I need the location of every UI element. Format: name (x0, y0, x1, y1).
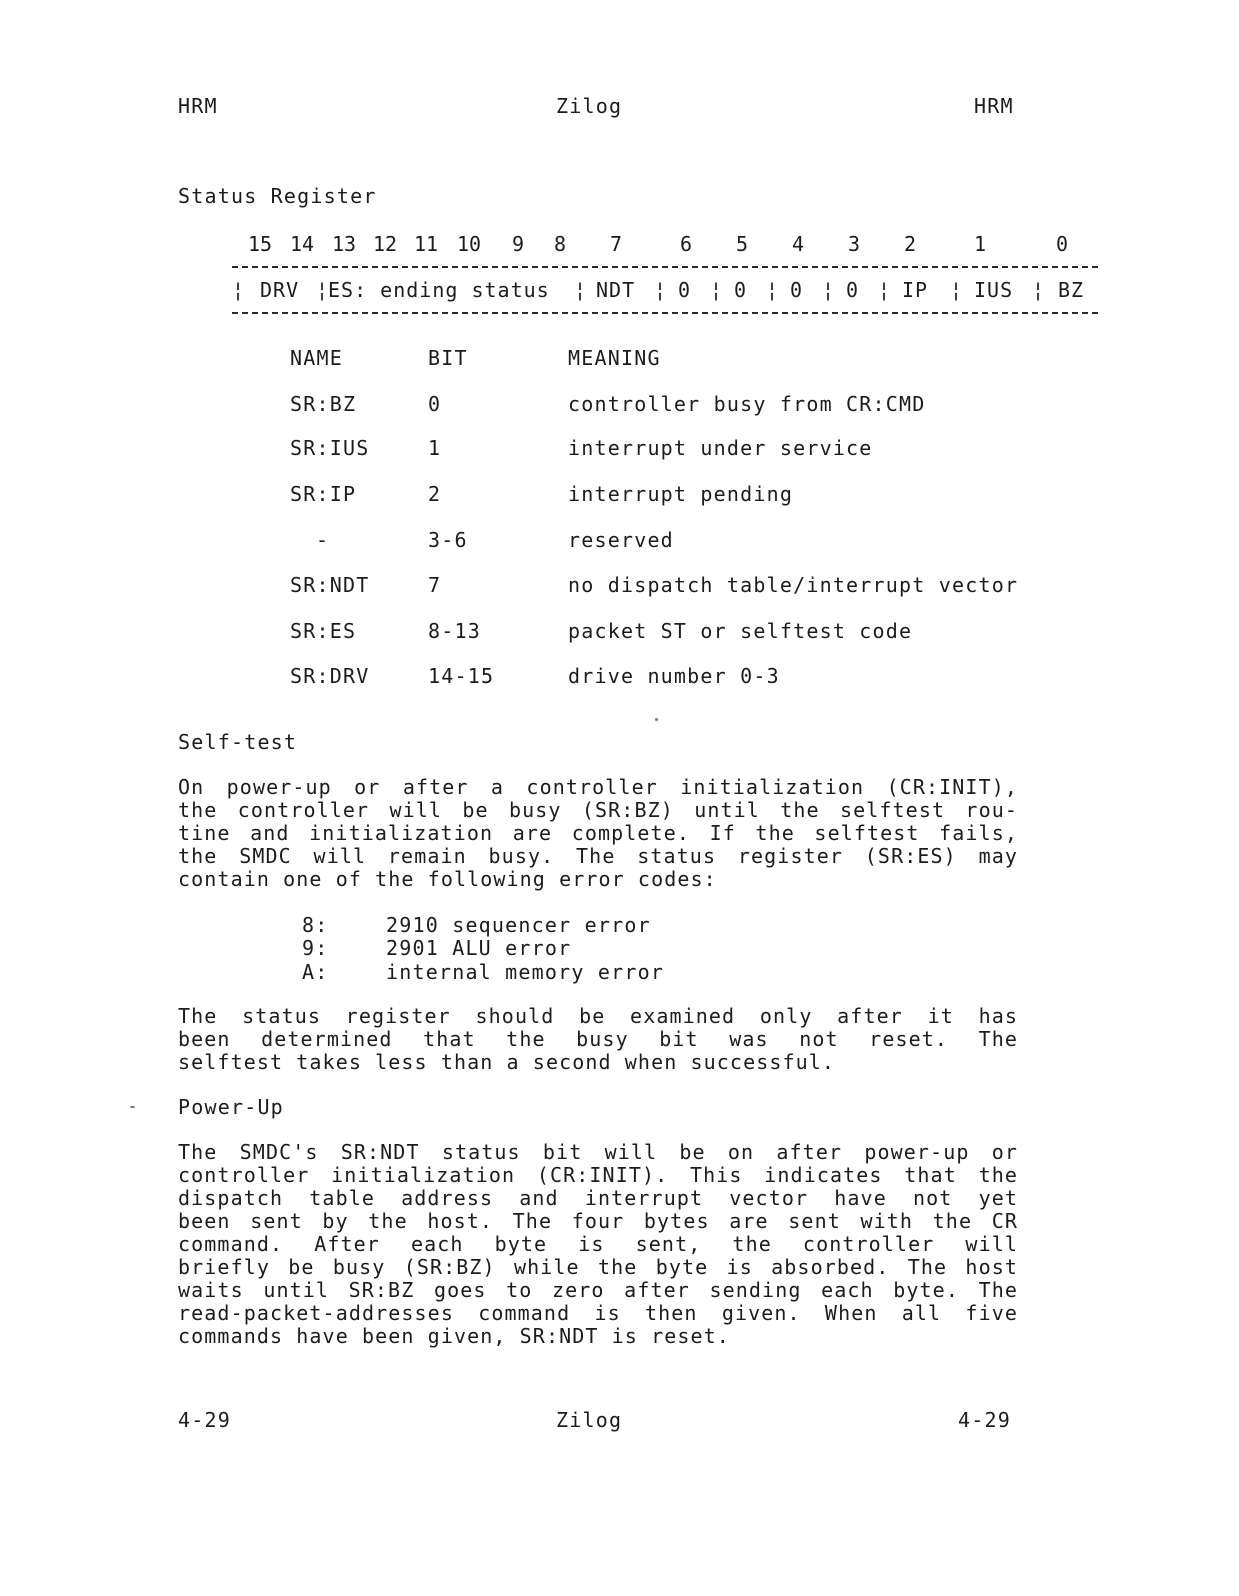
bit-number: 4 (792, 232, 805, 256)
bit-number: 9 (512, 232, 525, 256)
error-code-description: 2901 ALU error (386, 936, 572, 960)
field-es: ES: ending status (328, 278, 550, 302)
field-ius: IUS (974, 278, 1014, 302)
bit-number: 12 (373, 232, 398, 256)
error-code-key: 8: (302, 913, 329, 937)
paragraph-line: tine and initialization are complete. If the selftest fails, (178, 821, 1018, 845)
paragraph-line: been determined that the busy bit was not reset. The (178, 1027, 1018, 1051)
field-drv: DRV (260, 278, 300, 302)
table-row-meaning: reserved (568, 528, 674, 552)
bit-number: 2 (904, 232, 917, 256)
table-row-bit: 8-13 (428, 619, 481, 643)
paragraph-line: the SMDC will remain busy. The status register (SR:ES) may (178, 844, 1018, 868)
footer-page-number-right: 4-29 (958, 1408, 1011, 1432)
footer-page-number-left: 4-29 (178, 1408, 231, 1432)
bit-number: 0 (1056, 232, 1069, 256)
error-code-description: internal memory error (386, 960, 665, 984)
paragraph-line: the controller will be busy (SR:BZ) until the selftest rou- (178, 798, 1018, 822)
table-row-name: SR:IUS (290, 436, 370, 460)
self-test-title: Self-test (178, 730, 298, 754)
paragraph-line: briefly be busy (SR:BZ) while the byte is absorbed. The host (178, 1255, 1018, 1279)
error-code-description: 2910 sequencer error (386, 913, 651, 937)
header-right: HRM (974, 94, 1014, 118)
paragraph-line: controller initialization (CR:INIT). This indicates that the (178, 1163, 1018, 1187)
table-header-bit: BIT (428, 346, 468, 370)
header-left: HRM (178, 94, 218, 118)
table-row-meaning: controller busy from CR:CMD (568, 392, 926, 416)
paragraph-line: commands have been given, SR:NDT is reset. (178, 1324, 730, 1348)
paragraph-line: dispatch table address and interrupt vector have not yet (178, 1186, 1018, 1210)
self-test-paragraph-1 (178, 776, 1018, 891)
field-bz: BZ (1058, 278, 1085, 302)
table-row-name: SR:BZ (290, 392, 357, 416)
table-row-bit: 1 (428, 436, 442, 460)
field-bit6: 0 (678, 278, 692, 302)
table-row-bit: 7 (428, 573, 442, 597)
field-bit5: 0 (734, 278, 748, 302)
paragraph-line: contain one of the following error codes: (178, 867, 717, 891)
table-row-meaning: no dispatch table/interrupt vector (568, 573, 1019, 597)
field-ip: IP (902, 278, 929, 302)
power-up-paragraph (178, 1141, 1018, 1348)
field-ndt: NDT (596, 278, 636, 302)
paragraph-line: selftest takes less than a second when successful. (178, 1050, 836, 1074)
paragraph-line: command. After each byte is sent, the controller will (178, 1232, 1018, 1256)
power-up-title: Power-Up (178, 1095, 284, 1119)
bit-number: 13 (332, 232, 357, 256)
paragraph-line: read-packet-addresses command is then given. When all five (178, 1301, 1018, 1325)
table-row-meaning: interrupt under service (568, 436, 873, 460)
table-row-name: - (316, 528, 330, 552)
table-row-meaning: packet ST or selftest code (568, 619, 913, 643)
status-register-title: Status Register (178, 184, 377, 208)
bit-number: 15 (248, 232, 273, 256)
footer-center: Zilog (556, 1408, 623, 1432)
bit-number: 11 (414, 232, 439, 256)
table-row-meaning: drive number 0-3 (568, 664, 780, 688)
paragraph-line: On power-up or after a controller initialization (CR:INIT), (178, 775, 1018, 799)
bit-number: 7 (610, 232, 623, 256)
table-row-bit: 14-15 (428, 664, 495, 688)
bit-number: 3 (848, 232, 861, 256)
bit-number: 6 (680, 232, 693, 256)
table-row-name: SR:DRV (290, 664, 370, 688)
register-border-top (232, 266, 1098, 268)
header-center: Zilog (556, 94, 623, 118)
error-code-key: 9: (302, 936, 329, 960)
bit-number: 1 (974, 232, 987, 256)
table-row-bit: 2 (428, 482, 442, 506)
table-row-meaning: interrupt pending (568, 482, 794, 506)
table-header-meaning: MEANING (568, 346, 661, 370)
paragraph-line: The SMDC's SR:NDT status bit will be on after power-up or (178, 1140, 1018, 1164)
paragraph-line: waits until SR:BZ goes to zero after sending each byte. The (178, 1278, 1018, 1302)
table-header-name: NAME (290, 346, 343, 370)
bit-number: 5 (736, 232, 749, 256)
register-border-bottom (232, 312, 1098, 314)
field-bit3: 0 (846, 278, 860, 302)
self-test-paragraph-2 (178, 1005, 1018, 1074)
bit-number: 14 (290, 232, 315, 256)
table-row-name: SR:IP (290, 482, 357, 506)
table-row-bit: 0 (428, 392, 442, 416)
scan-speck (130, 1106, 135, 1108)
bit-number-row (246, 232, 1106, 258)
field-bit4: 0 (790, 278, 804, 302)
table-row-name: SR:ES (290, 619, 357, 643)
table-row-bit: 3-6 (428, 528, 468, 552)
bit-number: 10 (457, 232, 482, 256)
register-fields-row: ¦ DRV ¦ ES: ending status ¦ NDT ¦ 0 ¦ 0 ¦ 0 ¦ 0 ¦ IP ¦ IUS ¦ BZ (232, 278, 1085, 302)
paragraph-line: The status register should be examined only after it has (178, 1004, 1018, 1028)
paragraph-line: been sent by the host. The four bytes are sent with the CR (178, 1209, 1018, 1233)
scan-speck (655, 718, 658, 721)
bit-number: 8 (554, 232, 567, 256)
table-row-name: SR:NDT (290, 573, 370, 597)
error-code-key: A: (302, 960, 329, 984)
